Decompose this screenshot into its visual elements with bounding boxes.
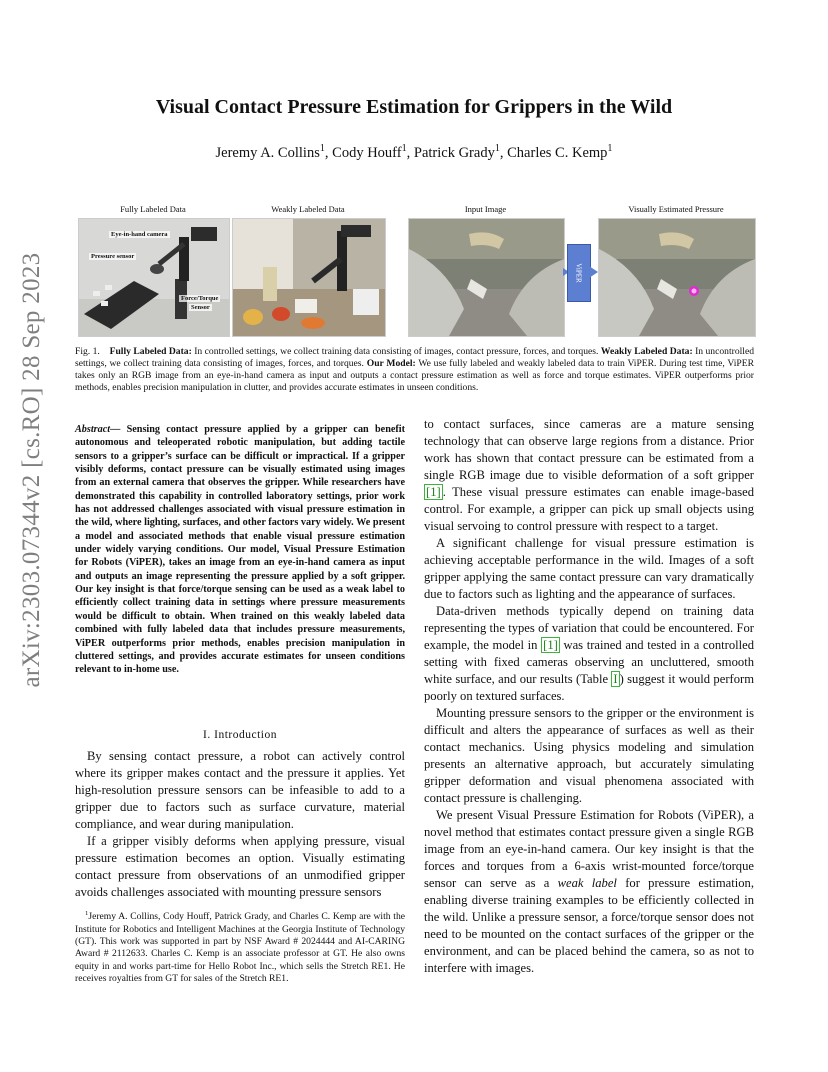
paragraph	[424, 807, 754, 977]
caption-bold: Fully Labeled Data:	[109, 346, 192, 357]
citation-link[interactable]: [1]	[543, 638, 558, 652]
viper-model-label: ViPER	[574, 263, 583, 283]
figure-photo-fully-labeled	[78, 218, 230, 337]
paragraph-text: was trained and tested in a controlled setting with fixed cameras observing an uncluttered, smooth white surface, and our results (Table	[424, 638, 755, 686]
photo-label-force-torque: Force/Torque	[181, 295, 219, 302]
abstract-body: — Sensing contact pressure applied by a gripper can benefit autonomous and teleoperated robotic manipulation, but adding tactile sensors to a gripper’s surface can be difficult or impractical. If a gripper visibly deforms, contact pressure can be visually estimated using images from an external camera that observes the gripper. While researchers have demonstrated this capability in controlled laboratory settings, prior work has not addressed challenges associated with visual pressure estimation in the wild, where lighting, surfaces, and other factors vary widely. We present a model and associated methods that enable visual pressure estimation under widely varying conditions. Our model, Visual Pressure Estimation for Robots (ViPER), takes an image from an eye-in-hand camera as input and outputs an image representing the pressure applied by a soft gripper. Our key insight is that force/torque sensing can be used as a weak label to efficiently collect training data in settings where pressure measurements would be difficult to obtain. When trained on this weakly labeled data combined with fully labeled data that includes pressure measurements, ViPER outperforms prior methods, enables precision manipulation in cluttered settings, and provides accurate estimates for unseen conditions relevant to in-home use.	[75, 424, 405, 676]
paragraph-text: ) suggest it would perform poorly on textured surfaces.	[424, 672, 754, 703]
intro-left-column	[75, 748, 405, 901]
caption-figure-number: Fig. 1.	[75, 346, 100, 357]
figure-photo-input-image	[408, 218, 565, 337]
paragraph: By sensing contact pressure, a robot can actively control where its gripper makes contact and the pressure it applies. Yet high-resolution pressure sensors can be infeasible to add to a gripper due to factors such as surface curvature, material compliance, and wear during manipulation.	[75, 749, 405, 831]
caption-text: In uncontrolled settings, we collect training data consisting of images, forces, and torques.	[75, 346, 755, 369]
footnote	[75, 908, 405, 986]
figure-label-weakly-labeled: Weakly Labeled Data	[271, 204, 345, 214]
arrow-right-icon	[589, 262, 598, 282]
paragraph-text: for pressure estimation, enabling diverse training examples to be efficiently collected in the wild. Unlike a pressure sensor, a force/torque sensor does not need to be mounted on the contact surfaces of the gripper or the environment, and can be placed behind the camera, so as not to interfere with images.	[424, 876, 754, 975]
author-name: Jeremy A. Collins	[215, 144, 320, 161]
author-name: Patrick Grady	[413, 144, 495, 161]
author-name: Charles C. Kemp	[507, 144, 608, 161]
paragraph-text: We present Visual Pressure Estimation for Robots (ViPER), a novel method that estimates contact pressure given a single RGB image from an eye-in-hand camera. Our key insight is that the forces and torques from a 6-axis wrist-mounted force/torque sensor can serve as a	[424, 808, 754, 890]
footnote-marker: 1	[85, 910, 89, 917]
figure-label-fully-labeled: Fully Labeled Data	[120, 204, 186, 214]
author-affiliation: 1	[319, 143, 325, 154]
citation-link[interactable]: [1]	[426, 485, 441, 499]
photo-label-pressure-sensor: Pressure sensor	[91, 253, 135, 260]
footnote-text: Jeremy A. Collins, Cody Houff, Patrick Grady, and Charles C. Kemp are with the Institute for Robotics and Intelligent Machines at the Georgia Institute of Technology (GT). This work was supported in part by NSF Award # 2024444 and AI-CARING Award # 2112633. Charles C. Kemp is an associate professor at GT. He also owns equity in and works part-time for Hello Robot Inc., which sells the Stretch RE1. He receives royalties from GT for sales of the Stretch RE1.	[75, 911, 405, 985]
author-affiliation: 1	[401, 143, 407, 154]
paragraph-text: to contact surfaces, since cameras are a mature sensing technology that can observe large regions from a distance. Prior work has shown that contact pressure can be estimated from a single RGB image due to visible deformation of a soft gripper	[424, 417, 754, 482]
section-heading: I. Introduction	[203, 729, 277, 741]
paragraph: Mounting pressure sensors to the gripper or the environment is difficult and alters the appearance of surfaces as well as their contact mechanics. Using physics modeling and simulation presents an alternative approach, but accurately simulating gripper deformation and visual phenomena associated with contact pressure is challenging.	[424, 706, 754, 805]
arxiv-identifier: arXiv:2303.07344v2 [cs.RO] 28 Sep 2023	[18, 252, 45, 688]
author-separator: ,	[499, 144, 508, 161]
photo-label-eye-in-hand: Eye-in-hand camera	[111, 231, 168, 238]
photo-label-sensor: Sensor	[191, 304, 210, 311]
caption-text: We use fully labeled and weakly labeled data to train ViPER. During test time, ViPER takes only an RGB image from an eye-in-hand camera as input and outputs a contact pressure estimation as well as force and torque estimates. ViPER outperforms prior methods, enables precision manipulation in clutter, and provides accurate estimates in unseen conditions.	[75, 358, 754, 393]
caption-bold: Our Model:	[366, 358, 416, 369]
abstract-lead: Abstract	[75, 424, 111, 435]
paragraph: A significant challenge for visual pressure estimation is achieving acceptable performance in the wild. Images of a soft gripper applying the same contact pressure can vary dramatically due to factors such as lighting and the appearance of surfaces.	[424, 536, 754, 601]
author-affiliation: 1	[494, 143, 500, 154]
viper-model-box	[567, 244, 591, 302]
caption-text: In controlled settings, we collect training data consisting of images, contact pressure, forces, and torques.	[191, 346, 601, 357]
paragraph	[424, 416, 754, 535]
figure-photo-weakly-labeled	[232, 218, 386, 337]
table-reference-link[interactable]: I	[613, 672, 618, 686]
figure-caption	[75, 346, 754, 394]
caption-bold: Weakly Labeled Data:	[600, 346, 693, 357]
paragraph-text: . These visual pressure estimates can enable image-based control. For example, a gripper can pick up small objects using visual servoing to control pressure with respect to a target.	[424, 485, 754, 533]
author-separator: ,	[324, 144, 333, 161]
author-affiliation: 1	[607, 143, 613, 154]
paragraph: If a gripper visibly deforms when applying pressure, visual pressure estimation becomes an option. Visually estimating contact pressure from observations of an unmodified gripper avoids challenges associated with mounting pressure sensors	[75, 834, 405, 899]
figure-label-input-image: Input Image	[464, 204, 507, 214]
author-separator: ,	[406, 144, 414, 161]
paragraph	[424, 603, 754, 705]
author-list	[0, 143, 828, 162]
figure-label-estimated-pressure: Visually Estimated Pressure	[628, 204, 724, 214]
figure-photo-estimated-pressure	[598, 218, 756, 337]
author-name: Cody Houff	[332, 144, 402, 161]
abstract	[75, 423, 405, 677]
emphasis-text: weak label	[557, 876, 617, 890]
paragraph-text: Data-driven methods typically depend on training data representing the types of variation that could be encountered. For example, the model in	[424, 604, 754, 652]
paper-title: Visual Contact Pressure Estimation for Grippers in the Wild	[155, 96, 673, 118]
intro-right-column	[424, 416, 754, 977]
